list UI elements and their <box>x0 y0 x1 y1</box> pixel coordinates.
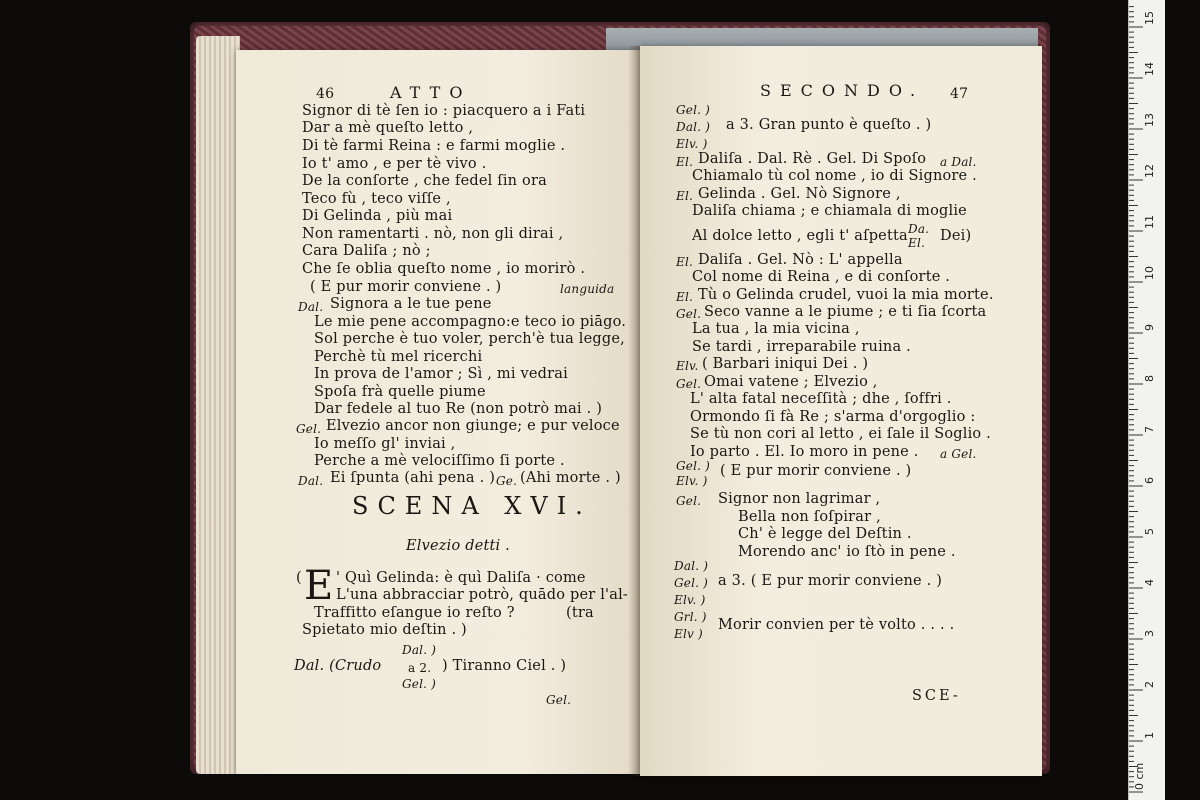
text-line: Perchè tù mel ricerchi <box>314 349 483 365</box>
text-line: Bella non ſoſpirar , <box>738 509 881 525</box>
text-line: a 3. ( E pur morir conviene . ) <box>718 573 943 589</box>
ruler-number: 10 <box>1143 266 1156 280</box>
text-line: Teco fù , teco viſſe , <box>302 191 451 207</box>
ruler-number: 8 <box>1143 375 1156 382</box>
text-line: Morendo anc' io ſtò in pene . <box>738 544 956 560</box>
text-line: Io t' amo , e per tè vivo . <box>302 156 487 172</box>
speaker-label: Elv. ) <box>674 593 706 607</box>
text-line: Col nome di Reina , e di conſorte . <box>692 269 951 285</box>
text-line: Dar fedele al tuo Re (non potrò mai . ) <box>314 401 603 417</box>
drop-cap: E <box>304 563 334 609</box>
ruler-number: 9 <box>1143 324 1156 331</box>
text-line: De la conſorte , che fedel ſin ora <box>302 173 547 189</box>
catchword: Gel. <box>546 693 572 707</box>
text-line: Non ramentarti . nò, non gli dirai , <box>302 226 564 242</box>
speaker-label: El. <box>676 155 694 169</box>
text-line: Ch' è legge del Deſtin . <box>738 526 912 542</box>
ruler-number: 1 <box>1143 732 1156 739</box>
text-line: (Ahi morte . ) <box>520 470 621 486</box>
scene-subtitle: Elvezio detti . <box>406 538 510 554</box>
text-line: ) Tiranno Ciel . ) <box>442 658 567 674</box>
text-line: Di Gelinda , più mai <box>302 208 453 224</box>
text-line: L'una abbracciar potrò, quādo per l'al- <box>336 587 629 603</box>
speaker-label: Gel. <box>676 494 702 508</box>
text-line: ( E pur morir conviene . ) <box>720 463 912 479</box>
text-line: Traffitto eſangue io reſto ? <box>314 605 515 621</box>
catchword: SCE- <box>912 688 961 704</box>
bracket: ( <box>296 570 302 586</box>
ruler-number: 11 <box>1143 215 1156 229</box>
page-number: 47 <box>950 86 969 102</box>
speaker-label: Dal. ) <box>674 559 709 573</box>
speaker-label: Da. El. <box>908 222 930 250</box>
text-line: In prova de l'amor ; Sì , mi vedrai <box>314 366 568 382</box>
text-line: Le mie pene accompagno:e teco io piāgo. <box>314 314 627 330</box>
text-line: a 3. Gran punto è queſto . ) <box>726 117 932 133</box>
text-line: ' Quì Gelinda: è quì Daliſa · come <box>336 570 586 586</box>
text-line: Dar a mè queſto letto , <box>302 120 474 136</box>
running-head: ATTO <box>390 83 472 102</box>
text-line: ( E pur morir conviene . ) <box>310 279 502 295</box>
ruler-number: 13 <box>1143 113 1156 127</box>
speaker-label: El. <box>676 290 694 304</box>
ruler-number: 7 <box>1143 426 1156 433</box>
text-line: Daliſa . Dal. Rè . Gel. Di Spoſo <box>698 151 927 167</box>
text-line: Signora a le tue pene <box>330 296 492 312</box>
speaker-label: Dal. ) <box>676 120 711 134</box>
text-line: Tù o Gelinda crudel, vuoi la mia morte. <box>698 287 994 303</box>
text-line: Omai vatene ; Elvezio , <box>704 374 878 390</box>
speaker-label: Gel. <box>676 307 702 321</box>
text-line: Spietato mio deſtin . ) <box>302 622 467 638</box>
page-edges <box>196 36 240 774</box>
speaker-label: Dal. <box>298 300 324 314</box>
ruler-number: 14 <box>1143 62 1156 76</box>
text-line: Signor non lagrimar , <box>718 491 881 507</box>
text-line: Io parto . El. Io moro in pene . <box>690 444 919 460</box>
ruler-number: 3 <box>1143 630 1156 637</box>
text-line: L' alta fatal neceſſità ; dhe , ſoffri . <box>690 391 952 407</box>
stage-direction: a Gel. <box>940 447 977 461</box>
right-page <box>640 46 1042 776</box>
speaker-label: Gel. ) <box>402 677 437 691</box>
text-line: Sol perche è tuo voler, perch'è tua legge, <box>314 331 625 347</box>
speaker-label: El. <box>676 189 694 203</box>
text-line: Seco vanne a le piume ; e ti ſia ſcorta <box>704 304 987 320</box>
text-line: La tua , la mia vicina , <box>692 321 860 337</box>
text-line: Se tù non cori al letto , ei ſale il Soglio . <box>690 426 991 442</box>
text-line: Daliſa chiama ; e chiamala di moglie <box>692 203 967 219</box>
speaker-label: Elv. <box>676 359 699 373</box>
speaker-label: Dal. ) <box>402 643 437 657</box>
text-line: Spoſa frà quelle piume <box>314 384 486 400</box>
speaker-label: Gel. <box>296 422 322 436</box>
text-line: Ei ſpunta (ahi pena . ) <box>330 470 496 486</box>
speaker-label: Gel. ) <box>674 576 709 590</box>
ruler-unit-label: 0 cm <box>1133 762 1146 790</box>
text-line: Morir convien per tè volto . . . . <box>718 617 955 633</box>
running-head: SECONDO. <box>760 81 925 100</box>
text-line: Daliſa . Gel. Nò : L' appella <box>698 252 903 268</box>
text-line: Perche a mè velociſſimo ſi porte . <box>314 453 565 469</box>
text-line: Se tardi , irreparabile ruina . <box>692 339 911 355</box>
text-line: Ormondo ſi fà Re ; s'arma d'orgoglio : <box>690 409 976 425</box>
text-line: Signor di tè ſen io : piacquero a i Fati <box>302 103 586 119</box>
scene-title: SCENA XVI. <box>352 492 592 520</box>
ruler-number: 6 <box>1143 477 1156 484</box>
ruler-number: 12 <box>1143 164 1156 178</box>
speaker-label: El. <box>676 255 694 269</box>
speaker-label: Ge. <box>496 474 518 488</box>
text-line: Io meſſo gl' inviai , <box>314 436 456 452</box>
speaker-label: Elv. ) <box>676 474 708 488</box>
speaker-label: Elv. ) <box>676 137 708 151</box>
speaker-label: Elv ) <box>674 627 703 641</box>
speaker-label: Grl. ) <box>674 610 707 624</box>
text-line: a 2. <box>408 661 432 675</box>
speaker-label: Dal. <box>298 474 324 488</box>
speaker-label: Gel. <box>676 377 702 391</box>
text-line: Elvezio ancor non giunge; e pur veloce <box>326 418 620 434</box>
ruler-number: 4 <box>1143 579 1156 586</box>
text-line: Dei) <box>940 228 972 244</box>
page-number: 46 <box>316 86 335 102</box>
left-page <box>236 50 640 774</box>
stage-direction: languida <box>560 282 615 296</box>
speaker-label: Gel. ) <box>676 103 711 117</box>
text-line: Che ſe oblia queſto nome , io morirò . <box>302 261 586 277</box>
text-line: Cara Daliſa ; nò ; <box>302 243 431 259</box>
text-line: (tra <box>566 605 594 621</box>
ruler-number: 2 <box>1143 681 1156 688</box>
text-line: Chiamalo tù col nome , io di Signore . <box>692 168 977 184</box>
text-line: ( Barbari iniqui Dei . ) <box>702 356 869 372</box>
ruler-number: 15 <box>1143 11 1156 25</box>
stage-direction: a Dal. <box>940 155 977 169</box>
speaker-label: Dal. (Crudo <box>294 658 382 674</box>
text-line: Al dolce letto , egli t' aſpetta <box>692 228 908 244</box>
measurement-ruler <box>1128 0 1165 800</box>
ruler-number: 5 <box>1143 528 1156 535</box>
text-line: Di tè farmi Reina : e farmi moglie . <box>302 138 566 154</box>
text-line: Gelinda . Gel. Nò Signore , <box>698 186 901 202</box>
speaker-label: Gel. ) <box>676 459 711 473</box>
